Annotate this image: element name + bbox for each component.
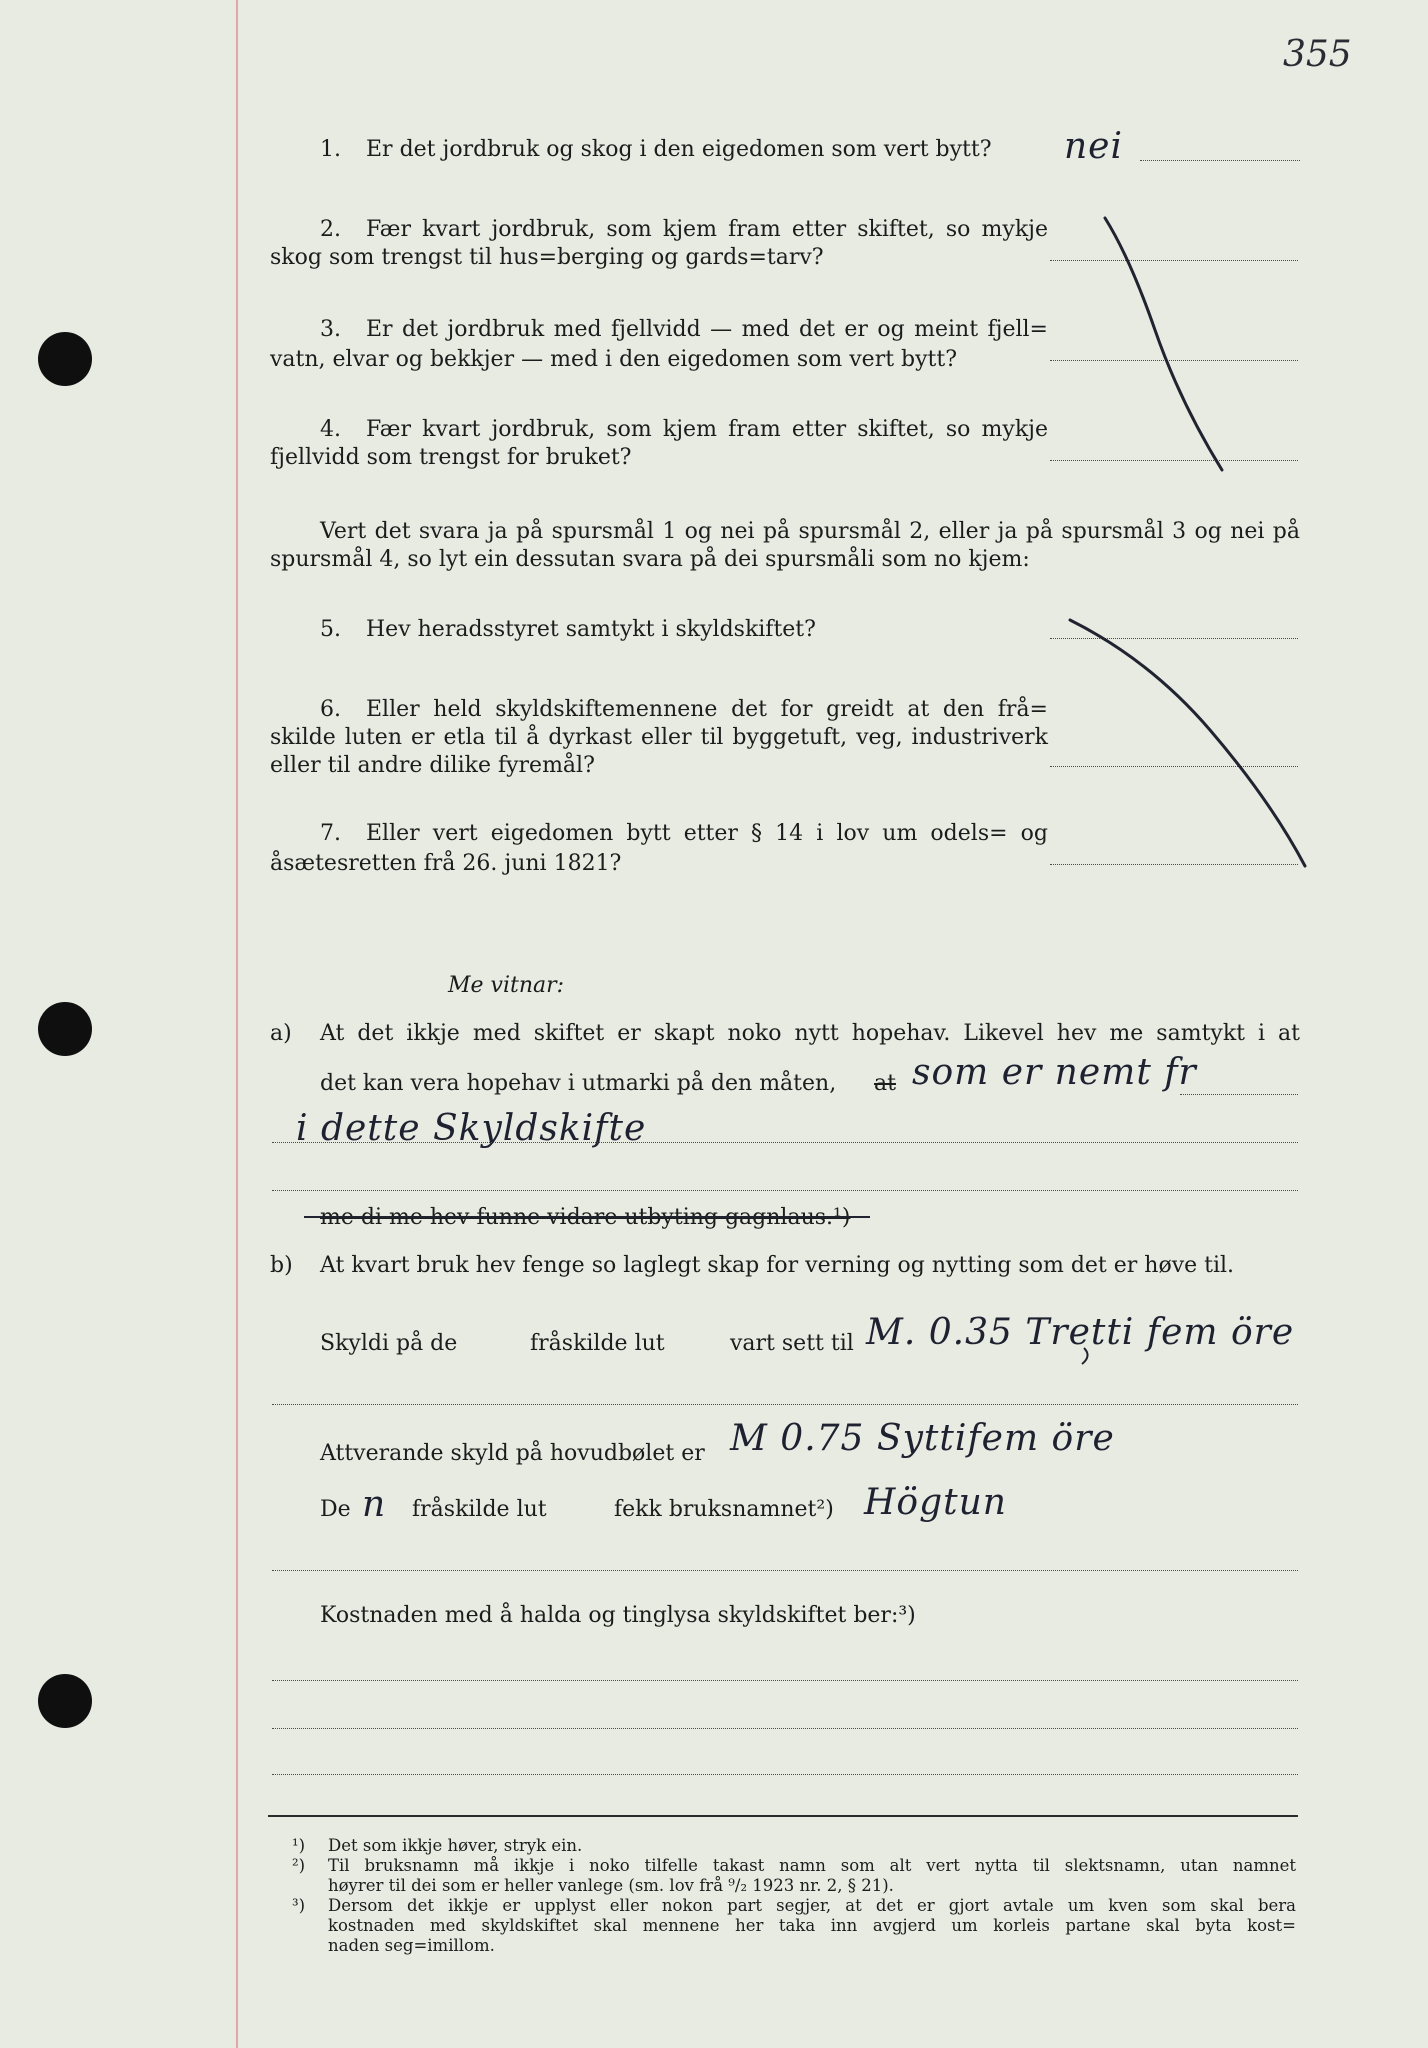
instruction-text: Vert det svara ja på spursmål 1 og nei på spursmål 2, eller ja på spursmål 3 og nei på bbox=[320, 519, 1300, 544]
page-number: 355 bbox=[1283, 34, 1352, 75]
question-text: Er det jordbruk med fjellvidd — med det er og meint fjell= bbox=[366, 317, 1048, 342]
footnote-text: kostnaden med skyldskiftet skal mennene her taka inn avgjerd um korleis partane skal byta kost= bbox=[328, 1916, 1296, 1935]
question-text: Fær kvart jordbruk, som kjem fram etter skiftet, so mykje bbox=[366, 217, 1048, 242]
question-number: 6. bbox=[320, 697, 341, 722]
skyldi-label: fråskilde lut bbox=[530, 1331, 665, 1356]
handwritten-text: M 0.75 Syttifem öre bbox=[730, 1418, 1115, 1459]
question-number: 7. bbox=[320, 821, 341, 846]
handwritten-text: i dette Skyldskifte bbox=[296, 1108, 647, 1149]
question-text: Eller held skyldskiftemennene det for greidt at den frå= bbox=[366, 697, 1048, 722]
diagonal-cancel-stroke bbox=[1105, 218, 1222, 470]
question-text: åsætesretten frå 26. juni 1821? bbox=[270, 851, 622, 876]
question-number: 4. bbox=[320, 417, 341, 442]
instruction-text: spursmål 4, so lyt ein dessutan svara på dei spursmåli som no kjem: bbox=[270, 547, 1030, 572]
question-text: skog som trengst til hus=berging og gards=tarv? bbox=[270, 245, 824, 270]
item-text: At kvart bruk hev fenge so laglegt skap for verning og nytting som det er høve til. bbox=[320, 1253, 1235, 1278]
footnote-number: ¹) bbox=[292, 1836, 306, 1855]
footnote-text: naden seg=imillom. bbox=[328, 1936, 495, 1955]
question-text: skilde luten er etla til å dyrkast eller til byggetuft, veg, industriverk bbox=[270, 725, 1048, 750]
question-text: Fær kvart jordbruk, som kjem fram etter skiftet, so mykje bbox=[366, 417, 1048, 442]
footnote-number: ²) bbox=[292, 1856, 306, 1875]
item-label: a) bbox=[270, 1021, 292, 1046]
handwritten-text: som er nemt fr bbox=[912, 1052, 1197, 1093]
de-label: fekk bruksnamnet²) bbox=[614, 1497, 834, 1522]
witness-heading: Me vitnar: bbox=[448, 973, 565, 998]
kostnaden-label: Kostnaden med å halda og tinglysa skyldskiftet ber:³) bbox=[320, 1603, 916, 1628]
question-text: vatn, elvar og bekkjer — med i den eigedomen som vert bytt? bbox=[270, 347, 958, 372]
footnote-text: høyrer til dei som er heller vanlege (sm. lov frå ⁹/₂ 1923 nr. 2, § 21). bbox=[328, 1876, 894, 1895]
item-label: b) bbox=[270, 1253, 293, 1278]
skyldi-label: vart sett til bbox=[730, 1331, 854, 1356]
footnote-text: Det som ikkje høver, stryk ein. bbox=[328, 1836, 583, 1855]
question-number: 5. bbox=[320, 617, 341, 642]
attverande-label: Attverande skyld på hovudbølet er bbox=[320, 1441, 705, 1466]
de-label: fråskilde lut bbox=[412, 1497, 547, 1522]
question-number: 1. bbox=[320, 137, 341, 162]
struck-word: at bbox=[874, 1071, 896, 1096]
footnote-text: Til bruksnamn må ikkje i noko tilfelle takast namn som alt vert nytta til slektsnamn, utan namnet bbox=[328, 1856, 1296, 1875]
handwritten-name: Högtun bbox=[864, 1482, 1007, 1523]
item-text: At det ikkje med skiftet er skapt noko nytt hopehav. Likevel hev me samtykt i at bbox=[320, 1021, 1300, 1046]
struck-line: me di me hev funne vidare utbyting gagnlaus.¹) bbox=[320, 1205, 851, 1230]
de-label: De bbox=[320, 1497, 351, 1522]
handwritten-mark bbox=[1082, 1348, 1088, 1364]
question-number: 3. bbox=[320, 317, 341, 342]
skyldi-label: Skyldi på de bbox=[320, 1331, 458, 1356]
question-number: 2. bbox=[320, 217, 341, 242]
question-text: eller til andre dilike fyremål? bbox=[270, 753, 595, 778]
question-text: Er det jordbruk og skog i den eigedomen som vert bytt? bbox=[366, 137, 992, 162]
question-text: fjellvidd som trengst for bruket? bbox=[270, 445, 632, 470]
handwritten-answer: nei bbox=[1064, 126, 1124, 167]
diagonal-cancel-stroke bbox=[1070, 620, 1305, 866]
question-text: Eller vert eigedomen bytt etter § 14 i lov um odels= og bbox=[366, 821, 1048, 846]
handwritten-text: n bbox=[362, 1484, 387, 1525]
footnote-number: ³) bbox=[292, 1896, 306, 1915]
handwritten-text: M. 0.35 Tretti fem öre bbox=[866, 1312, 1295, 1353]
question-text: Hev heradsstyret samtykt i skyldskiftet? bbox=[366, 617, 816, 642]
item-text: det kan vera hopehav i utmarki på den måten, bbox=[320, 1071, 837, 1096]
footnote-text: Dersom det ikkje er upplyst eller nokon part segjer, at det er gjort avtale um kven som skal bera bbox=[328, 1896, 1296, 1915]
